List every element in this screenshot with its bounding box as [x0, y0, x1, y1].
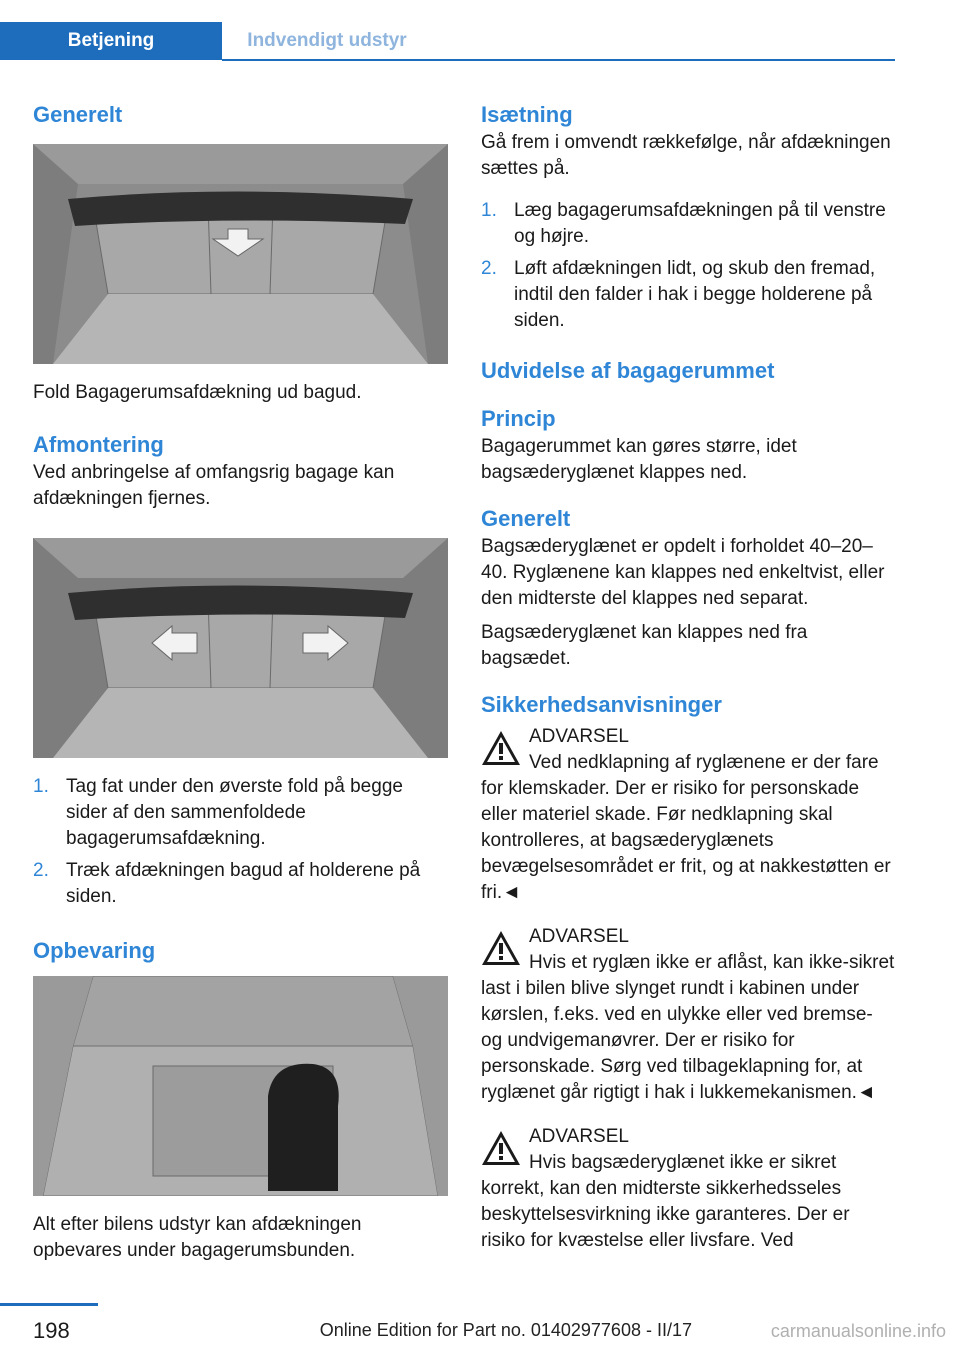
warning-icon — [481, 930, 521, 966]
heading-afmontering: Afmontering — [33, 432, 164, 457]
heading-sikkerhed: Sikkerhedsanvisninger — [481, 692, 722, 717]
warning-block — [481, 924, 896, 1106]
warning-icon — [481, 730, 521, 766]
photo-cover-unfold — [33, 144, 448, 364]
heading-princip: Princip — [481, 406, 556, 431]
list-item: 2. Træk afdækningen bagud af holderene på siden. — [33, 860, 421, 907]
page-header — [0, 0, 960, 62]
warning-text: Hvis et ryglæn ikke er aflåst, kan ikke-sikret last i bilen blive slynget rundt i kabinen under kørslen, f.eks. ved en ulykke eller ved bremse- og undvigemanøvrer. Der er risiko for personskade. Sørg ved tilbageklapning for, at ryglænet går rigtigt i hak i lukkemekanismen.◄ — [481, 952, 895, 1103]
tab-betjening[interactable]: Betjening — [0, 22, 222, 60]
text-isaetning: Gå frem i omvendt rækkefølge, når afdækningen sættes på. — [481, 132, 891, 179]
right-column — [481, 100, 896, 1254]
list-item: 2. Løft afdækningen lidt, og skub den fremad, indtil den falder i hak i begge holderene på siden. — [481, 258, 876, 331]
list-item: 1. Læg bagagerumsafdækningen på til venstre og højre. — [481, 200, 886, 247]
text-generelt-2: Bagsæderyglænet kan klappes ned fra bagsædet. — [481, 622, 808, 669]
warning-text: Hvis bagsæderyglænet ikke er sikret korrekt, kan den midterste sikkerhedsseles beskyttelsesvirkning ikke garanteres. Der er risiko for kvæstelse eller livsfare. Ved — [481, 1152, 850, 1251]
warning-block — [481, 724, 896, 906]
text-afmontering: Ved anbringelse af omfangsrig bagage kan afdækningen fjernes. — [33, 462, 395, 509]
header-divider — [222, 59, 895, 61]
heading-udvidelse: Udvidelse af bagagerummet — [481, 358, 775, 383]
heading-isaetning: Isætning — [481, 102, 573, 127]
text-princip: Bagagerummet kan gøres større, idet bagsæderyglænet klappes ned. — [481, 436, 797, 483]
photo-cover-remove — [33, 538, 448, 758]
caption-fold-cover: Fold Bagagerumsafdækning ud bagud. — [33, 382, 362, 403]
remove-steps-list — [33, 774, 448, 910]
left-column — [33, 100, 448, 1264]
warning-text: Ved nedklapning af ryglænene er der fare for klemskader. Der er risiko for personskade eller materiel skade. Før nedklapning skal kontrolleres, at bagsæderyglænets bevægelsesområdet er frit, og at nakkestøtten er fri.◄ — [481, 752, 891, 903]
warning-title: ADVARSEL — [529, 1126, 629, 1147]
heading-generelt: Generelt — [33, 102, 123, 127]
warning-block — [481, 1124, 896, 1254]
photo-cover-storage — [33, 976, 448, 1196]
heading-generelt-2: Generelt — [481, 506, 571, 531]
text-generelt-1: Bagsæderyglænet er opdelt i forholdet 40–20–40. Ryglænene kan klappes ned enkeltvist, eller den midterste del klappes ned separat. — [481, 536, 885, 609]
warning-title: ADVARSEL — [529, 726, 629, 747]
page-number: 198 — [33, 1318, 70, 1343]
text-opbevaring: Alt efter bilens udstyr kan afdækningen opbevares under bagagerumsbunden. — [33, 1214, 362, 1261]
edition-text: Online Edition for Part no. 01402977608 - II/17 — [319, 1320, 692, 1340]
tab-indvendigt-udstyr[interactable]: Indvendigt udstyr — [247, 30, 407, 51]
heading-opbevaring: Opbevaring — [33, 938, 156, 963]
watermark: carmanualsonline.info — [770, 1321, 946, 1341]
warning-title: ADVARSEL — [529, 926, 629, 947]
warning-icon — [481, 1130, 521, 1166]
list-item: 1. Tag fat under den øverste fold på begge sider af den sammenfoldede bagagerumsafdækning. — [33, 776, 403, 849]
footer-divider — [0, 1303, 98, 1306]
insert-steps-list — [481, 198, 896, 334]
